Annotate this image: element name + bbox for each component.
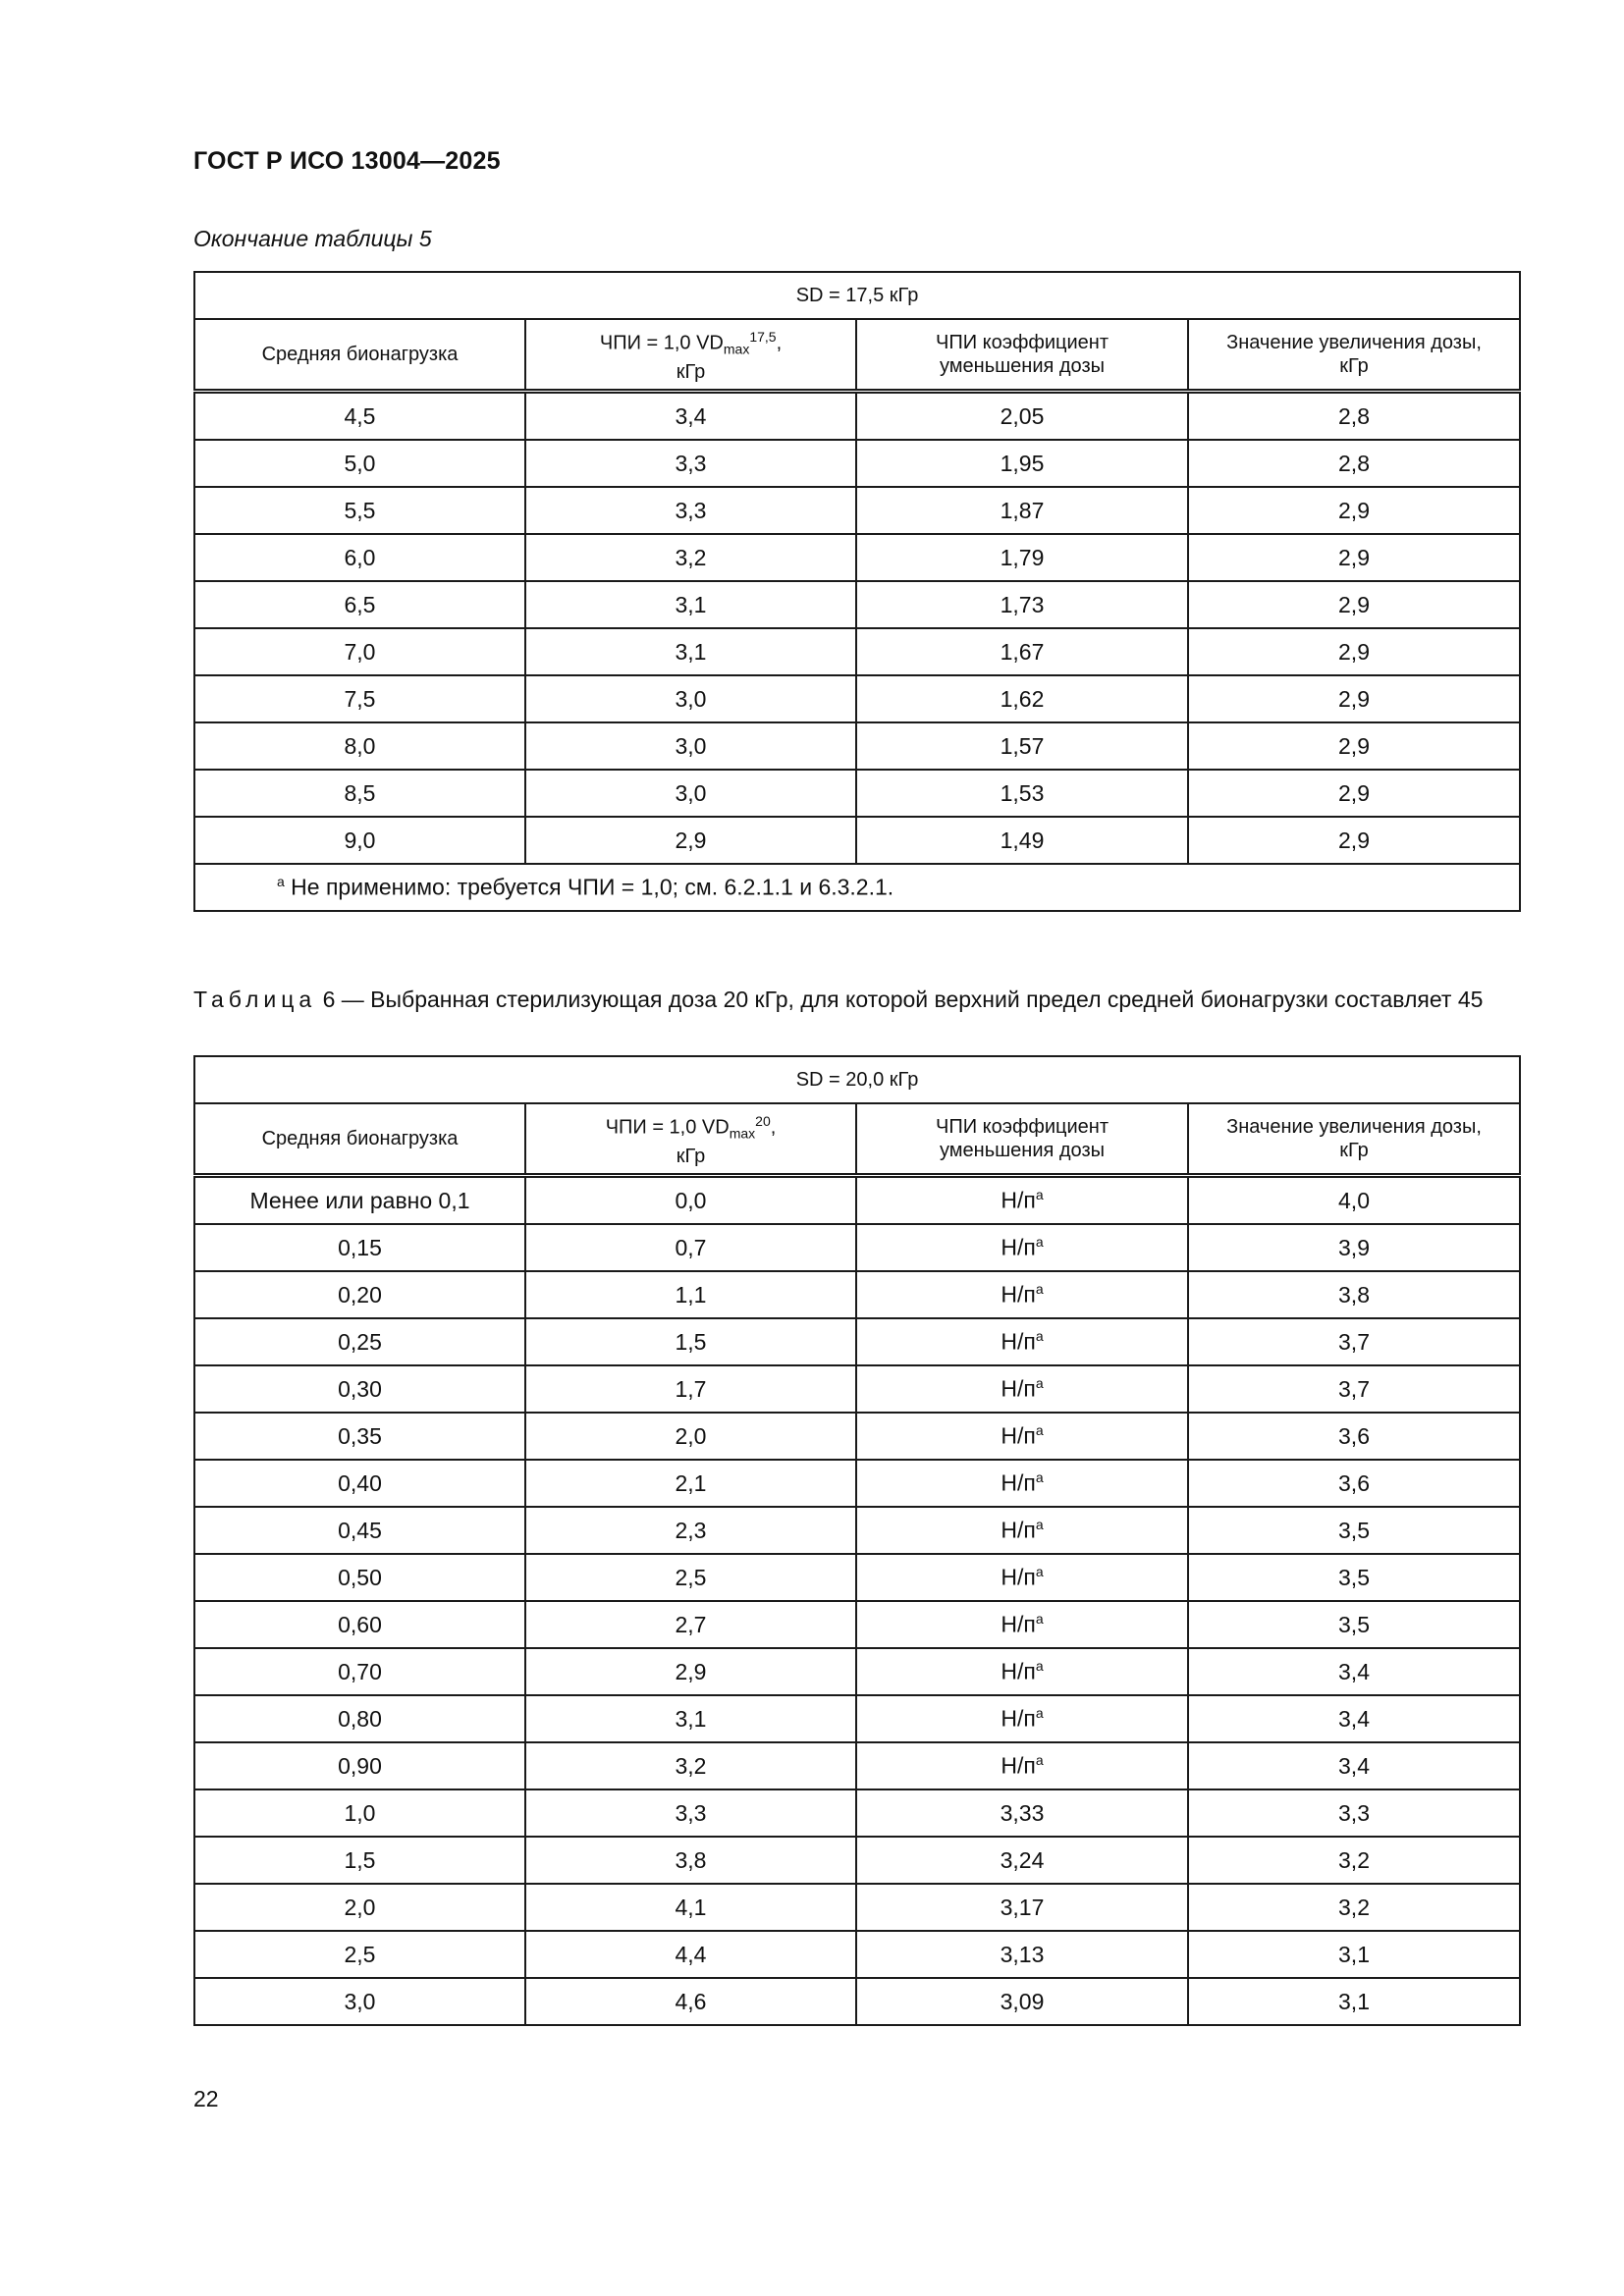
table5-col-reduction-l2: уменьшения дозы: [940, 355, 1105, 377]
table-cell: [856, 1695, 1188, 1742]
table5-note-cell: [194, 864, 1520, 911]
table6-caption-label: Таблица: [193, 987, 317, 1012]
table6-col-reduction-l1: ЧПИ коэффициент: [936, 1116, 1109, 1138]
table-cell: 1,49: [856, 817, 1188, 864]
table-row: [194, 1318, 1520, 1365]
table-cell: 3,1: [1188, 1978, 1520, 2025]
table6-col-bioburden: Средняя бионагрузка: [194, 1103, 525, 1176]
table-cell: 9,0: [194, 817, 525, 864]
table5-col-sip: [525, 319, 856, 392]
table5-body: [194, 392, 1520, 865]
table-cell: [856, 1460, 1188, 1507]
table6-header-row: [194, 1103, 1520, 1176]
footnote-marker: a: [1035, 1281, 1044, 1298]
footnote-marker: a: [1035, 1469, 1044, 1486]
table-cell: 2,0: [525, 1413, 856, 1460]
table-row: [194, 817, 1520, 864]
table-cell: [856, 1789, 1188, 1837]
table-cell: 2,5: [525, 1554, 856, 1601]
table-cell: 3,6: [1188, 1413, 1520, 1460]
table-cell: 3,4: [1188, 1742, 1520, 1789]
table5-header-row: [194, 319, 1520, 392]
footnote-marker: a: [1035, 1658, 1044, 1675]
cell-value: Н/п: [1001, 1422, 1036, 1449]
cell-value: Н/п: [1001, 1328, 1036, 1355]
table-row: [194, 1789, 1520, 1837]
table-row: [194, 1601, 1520, 1648]
table-cell: 3,4: [525, 392, 856, 441]
table-cell: 1,67: [856, 628, 1188, 675]
table5-note-marker: a: [277, 874, 285, 890]
table-cell: 8,0: [194, 722, 525, 770]
table-cell: 2,0: [194, 1884, 525, 1931]
table-cell: 3,2: [1188, 1837, 1520, 1884]
document-header: ГОСТ Р ИСО 13004—2025: [193, 147, 501, 175]
table-cell: 3,2: [1188, 1884, 1520, 1931]
cell-value: 3,33: [1000, 1799, 1045, 1826]
table-cell: 2,7: [525, 1601, 856, 1648]
table-cell: 2,9: [525, 1648, 856, 1695]
table-cell: 3,8: [1188, 1271, 1520, 1318]
table5-col-sip-pre: ЧПИ = 1,0 VD: [599, 332, 724, 354]
table-cell: 2,05: [856, 392, 1188, 441]
footnote-marker: a: [1035, 1187, 1044, 1203]
table-cell: 3,1: [525, 581, 856, 628]
table-cell: 6,0: [194, 534, 525, 581]
table-cell: 2,9: [525, 817, 856, 864]
table-cell: [856, 1884, 1188, 1931]
table-cell: 4,0: [1188, 1176, 1520, 1225]
table-row: [194, 487, 1520, 534]
cell-value: Н/п: [1001, 1705, 1036, 1732]
table-cell: 2,9: [1188, 770, 1520, 817]
table-cell: 3,9: [1188, 1224, 1520, 1271]
table6-col-reduction-l2: уменьшения дозы: [940, 1140, 1105, 1161]
table-cell: 3,3: [1188, 1789, 1520, 1837]
table-cell: [856, 1978, 1188, 2025]
cell-value: 3,13: [1000, 1941, 1045, 1967]
cell-value: Н/п: [1001, 1517, 1036, 1543]
footnote-marker: a: [1035, 1234, 1044, 1251]
table-row: [194, 1507, 1520, 1554]
table5-col-increase-l2: кГр: [1339, 355, 1369, 377]
table-cell: 0,50: [194, 1554, 525, 1601]
table-cell: [856, 1554, 1188, 1601]
table-5: [193, 271, 1521, 912]
cell-value: Н/п: [1001, 1375, 1036, 1402]
table-row: [194, 675, 1520, 722]
table-cell: 2,9: [1188, 581, 1520, 628]
table-cell: 3,8: [525, 1837, 856, 1884]
table-cell: 3,0: [194, 1978, 525, 2025]
table-cell: 3,7: [1188, 1318, 1520, 1365]
table-cell: 7,0: [194, 628, 525, 675]
table-cell: 3,5: [1188, 1601, 1520, 1648]
table-row: [194, 1176, 1520, 1225]
table5-col-reduction-l1: ЧПИ коэффициент: [936, 332, 1109, 353]
table6-col-sip-unit: кГр: [676, 1146, 706, 1168]
table-cell: Менее или равно 0,1: [194, 1176, 525, 1225]
table-cell: 0,7: [525, 1224, 856, 1271]
table5-caption: Окончание таблицы 5: [193, 226, 432, 251]
table5-col-increase-l1: Значение увеличения дозы,: [1226, 332, 1482, 353]
cell-value: Н/п: [1001, 1611, 1036, 1637]
table6-col-increase: [1188, 1103, 1520, 1176]
table-cell: 2,8: [1188, 392, 1520, 441]
table-cell: 3,1: [525, 628, 856, 675]
table-row: [194, 534, 1520, 581]
table5-col-sip-sup: 17,5: [749, 328, 777, 345]
table-cell: 5,5: [194, 487, 525, 534]
table-cell: 1,7: [525, 1365, 856, 1413]
table5-note-row: [194, 864, 1520, 911]
table-cell: 2,9: [1188, 534, 1520, 581]
table6-col-increase-l1: Значение увеличения дозы,: [1226, 1116, 1482, 1138]
table-cell: 0,80: [194, 1695, 525, 1742]
table-cell: 3,2: [525, 1742, 856, 1789]
table5-col-increase: [1188, 319, 1520, 392]
table-row: [194, 1695, 1520, 1742]
table-cell: 4,6: [525, 1978, 856, 2025]
table6-col-sip-sup: 20: [755, 1112, 771, 1129]
table6-col-reduction: [856, 1103, 1188, 1176]
table-cell: 3,2: [525, 534, 856, 581]
table-row: [194, 628, 1520, 675]
table-cell: [856, 1176, 1188, 1225]
table-row: [194, 1837, 1520, 1884]
table-cell: 3,3: [525, 487, 856, 534]
table5-sd-cell: SD = 17,5 кГр: [194, 272, 1520, 319]
table6-col-increase-l2: кГр: [1339, 1140, 1369, 1161]
table-cell: 0,30: [194, 1365, 525, 1413]
table-row: [194, 1271, 1520, 1318]
table-cell: 4,1: [525, 1884, 856, 1931]
table-cell: 2,3: [525, 1507, 856, 1554]
table-6: [193, 1055, 1521, 2026]
table-cell: 0,60: [194, 1601, 525, 1648]
table-row: [194, 1224, 1520, 1271]
table-cell: 3,6: [1188, 1460, 1520, 1507]
table-cell: 1,5: [194, 1837, 525, 1884]
table-cell: 3,7: [1188, 1365, 1520, 1413]
table-cell: [856, 1365, 1188, 1413]
table-cell: 4,4: [525, 1931, 856, 1978]
table-cell: [856, 1224, 1188, 1271]
table5-sd-row: [194, 272, 1520, 319]
table-cell: [856, 1648, 1188, 1695]
table5-note-text: Не применимо: требуется ЧПИ = 1,0; см. 6.2.1.1 и 6.3.2.1.: [284, 874, 894, 900]
table-cell: 3,3: [525, 440, 856, 487]
table-cell: 1,79: [856, 534, 1188, 581]
table-row: [194, 440, 1520, 487]
table-cell: 0,70: [194, 1648, 525, 1695]
table-cell: 0,35: [194, 1413, 525, 1460]
table5-col-sip-unit: кГр: [676, 361, 706, 384]
table-row: [194, 722, 1520, 770]
table5-col-bioburden: Средняя бионагрузка: [194, 319, 525, 392]
cell-value: Н/п: [1001, 1658, 1036, 1684]
table-cell: 0,90: [194, 1742, 525, 1789]
table6-col-sip-pre: ЧПИ = 1,0 VD: [605, 1116, 730, 1139]
table-row: [194, 1884, 1520, 1931]
footnote-marker: a: [1035, 1564, 1044, 1580]
table-row: [194, 1648, 1520, 1695]
table5-col-reduction: [856, 319, 1188, 392]
table-cell: 1,1: [525, 1271, 856, 1318]
table-cell: 2,9: [1188, 675, 1520, 722]
cell-value: Н/п: [1001, 1564, 1036, 1590]
table-cell: 0,45: [194, 1507, 525, 1554]
footnote-marker: a: [1035, 1422, 1044, 1439]
table-cell: [856, 1413, 1188, 1460]
table-cell: 3,4: [1188, 1695, 1520, 1742]
table-cell: 3,5: [1188, 1507, 1520, 1554]
footnote-marker: a: [1035, 1705, 1044, 1722]
footnote-marker: a: [1035, 1611, 1044, 1628]
table-cell: 2,1: [525, 1460, 856, 1507]
table-cell: 7,5: [194, 675, 525, 722]
table-cell: 0,15: [194, 1224, 525, 1271]
table-cell: 3,0: [525, 675, 856, 722]
table-row: [194, 1742, 1520, 1789]
table-row: [194, 581, 1520, 628]
table6-sd-row: [194, 1056, 1520, 1103]
table-cell: 3,0: [525, 722, 856, 770]
table-cell: 4,5: [194, 392, 525, 441]
table-cell: 5,0: [194, 440, 525, 487]
footnote-marker: a: [1035, 1328, 1044, 1345]
footnote-marker: a: [1035, 1375, 1044, 1392]
table-cell: 1,73: [856, 581, 1188, 628]
table6-col-sip-post: ,: [770, 1116, 777, 1139]
table-cell: 2,9: [1188, 817, 1520, 864]
table-cell: 1,95: [856, 440, 1188, 487]
table-cell: 2,9: [1188, 722, 1520, 770]
table-cell: 1,5: [525, 1318, 856, 1365]
table-cell: [856, 1507, 1188, 1554]
table-cell: 1,0: [194, 1789, 525, 1837]
table-cell: 1,87: [856, 487, 1188, 534]
cell-value: Н/п: [1001, 1752, 1036, 1779]
table-cell: 1,62: [856, 675, 1188, 722]
footnote-marker: a: [1035, 1752, 1044, 1769]
table-row: [194, 770, 1520, 817]
table-cell: 0,40: [194, 1460, 525, 1507]
table6-body: [194, 1176, 1520, 2026]
cell-value: Н/п: [1001, 1469, 1036, 1496]
page-number: 22: [193, 2086, 219, 2111]
cell-value: Н/п: [1001, 1281, 1036, 1308]
table-cell: [856, 1742, 1188, 1789]
table-cell: 3,1: [1188, 1931, 1520, 1978]
table6-col-sip-sub: max: [729, 1125, 756, 1142]
table-cell: 0,0: [525, 1176, 856, 1225]
footnote-marker: a: [1035, 1517, 1044, 1533]
table6-col-sip: [525, 1103, 856, 1176]
table-cell: 2,9: [1188, 628, 1520, 675]
table-cell: 2,5: [194, 1931, 525, 1978]
table-cell: 0,25: [194, 1318, 525, 1365]
table-cell: 3,0: [525, 770, 856, 817]
table-row: [194, 1931, 1520, 1978]
table-row: [194, 1554, 1520, 1601]
table6-caption: [193, 985, 1517, 1014]
table-cell: 8,5: [194, 770, 525, 817]
table-cell: 3,1: [525, 1695, 856, 1742]
table-row: [194, 1460, 1520, 1507]
table-cell: 0,20: [194, 1271, 525, 1318]
table5-col-sip-post: ,: [776, 332, 783, 354]
table-cell: 3,4: [1188, 1648, 1520, 1695]
table6-sd-cell: SD = 20,0 кГр: [194, 1056, 1520, 1103]
table-cell: 2,9: [1188, 487, 1520, 534]
table-cell: [856, 1601, 1188, 1648]
cell-value: 3,17: [1000, 1894, 1045, 1920]
cell-value: Н/п: [1001, 1234, 1036, 1260]
table-cell: 2,8: [1188, 440, 1520, 487]
table5-col-sip-sub: max: [723, 341, 750, 357]
table-cell: [856, 1931, 1188, 1978]
table-cell: 3,3: [525, 1789, 856, 1837]
table-cell: 3,5: [1188, 1554, 1520, 1601]
table-row: [194, 1413, 1520, 1460]
cell-value: 3,24: [1000, 1846, 1045, 1873]
table-cell: 1,53: [856, 770, 1188, 817]
table-cell: [856, 1837, 1188, 1884]
table-cell: 1,57: [856, 722, 1188, 770]
table6-caption-text: 6 — Выбранная стерилизующая доза 20 кГр, для которой верхний предел средней бионагрузки составляет 45: [316, 987, 1484, 1012]
table-row: [194, 1978, 1520, 2025]
table-cell: [856, 1318, 1188, 1365]
table-cell: 6,5: [194, 581, 525, 628]
cell-value: Н/п: [1001, 1187, 1036, 1213]
table-row: [194, 392, 1520, 441]
table-row: [194, 1365, 1520, 1413]
table-cell: [856, 1271, 1188, 1318]
cell-value: 3,09: [1000, 1988, 1045, 2014]
